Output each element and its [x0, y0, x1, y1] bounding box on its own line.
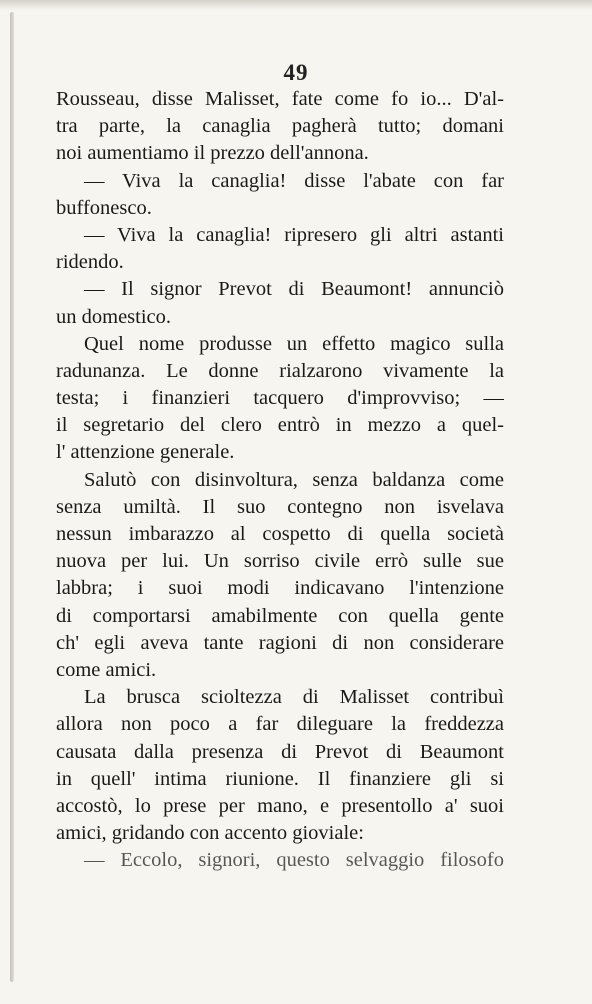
text-line: causata dalla presenza di Prevot di Beaumont: [56, 740, 504, 763]
text-line: l' attenzione generale.: [56, 441, 235, 464]
text-line: in quell' intima riunione. Il finanziere gli si: [56, 767, 504, 790]
text-line: il segretario del clero entrò in mezzo a quel-: [56, 414, 504, 437]
text-line: radunanza. Le donne rialzarono vivamente la: [56, 359, 504, 382]
text-line: tra parte, la canaglia pagherà tutto; domani: [56, 115, 504, 138]
text-line: allora non poco a far dileguare la freddezza: [56, 713, 504, 736]
text-line: — Eccolo, signori, questo selvaggio filosofo: [84, 849, 504, 872]
text-line: — Il signor Prevot di Beaumont! annunciò: [84, 278, 504, 301]
text-line: La brusca scioltezza di Malisset contribuì: [84, 686, 504, 709]
text-line: — Viva la canaglia! ripresero gli altri astanti: [84, 223, 504, 246]
text-line: — Viva la canaglia! disse l'abate con far: [84, 169, 504, 192]
text-line: noi aumentiamo il prezzo dell'annona.: [56, 142, 369, 165]
text-line: Quel nome produsse un effetto magico sulla: [84, 332, 504, 355]
text-line: di comportarsi amabilmente con quella gente: [56, 604, 504, 627]
text-line: nuova per lui. Un sorriso civile errò sulle sue: [56, 550, 504, 573]
page-top-edge: [0, 0, 592, 10]
body-text: [56, 86, 504, 874]
text-line: testa; i finanzieri tacquero d'improvviso; —: [56, 387, 504, 410]
text-line: un domestico.: [56, 305, 172, 328]
page-number: 49: [283, 60, 309, 85]
text-line: come amici.: [56, 658, 157, 681]
text-line: amici, gridando con accento gioviale:: [56, 822, 364, 845]
page-binding-edge: [10, 12, 14, 982]
text-line: senza umiltà. Il suo contegno non isvelava: [56, 495, 504, 518]
text-line: Salutò con disinvoltura, senza baldanza come: [84, 468, 504, 491]
text-line: buffonesco.: [56, 196, 152, 219]
text-line: ridendo.: [56, 251, 124, 274]
text-line: ch' egli aveva tante ragioni di non considerare: [56, 631, 504, 654]
text-line: accostò, lo prese per mano, e presentollo a' suoi: [56, 794, 504, 817]
text-line: Rousseau, disse Malisset, fate come fo io... D'al-: [56, 88, 504, 110]
text-line: nessun imbarazzo al cospetto di quella società: [56, 523, 504, 545]
text-line: labbra; i suoi modi indicavano l'intenzione: [56, 577, 504, 600]
